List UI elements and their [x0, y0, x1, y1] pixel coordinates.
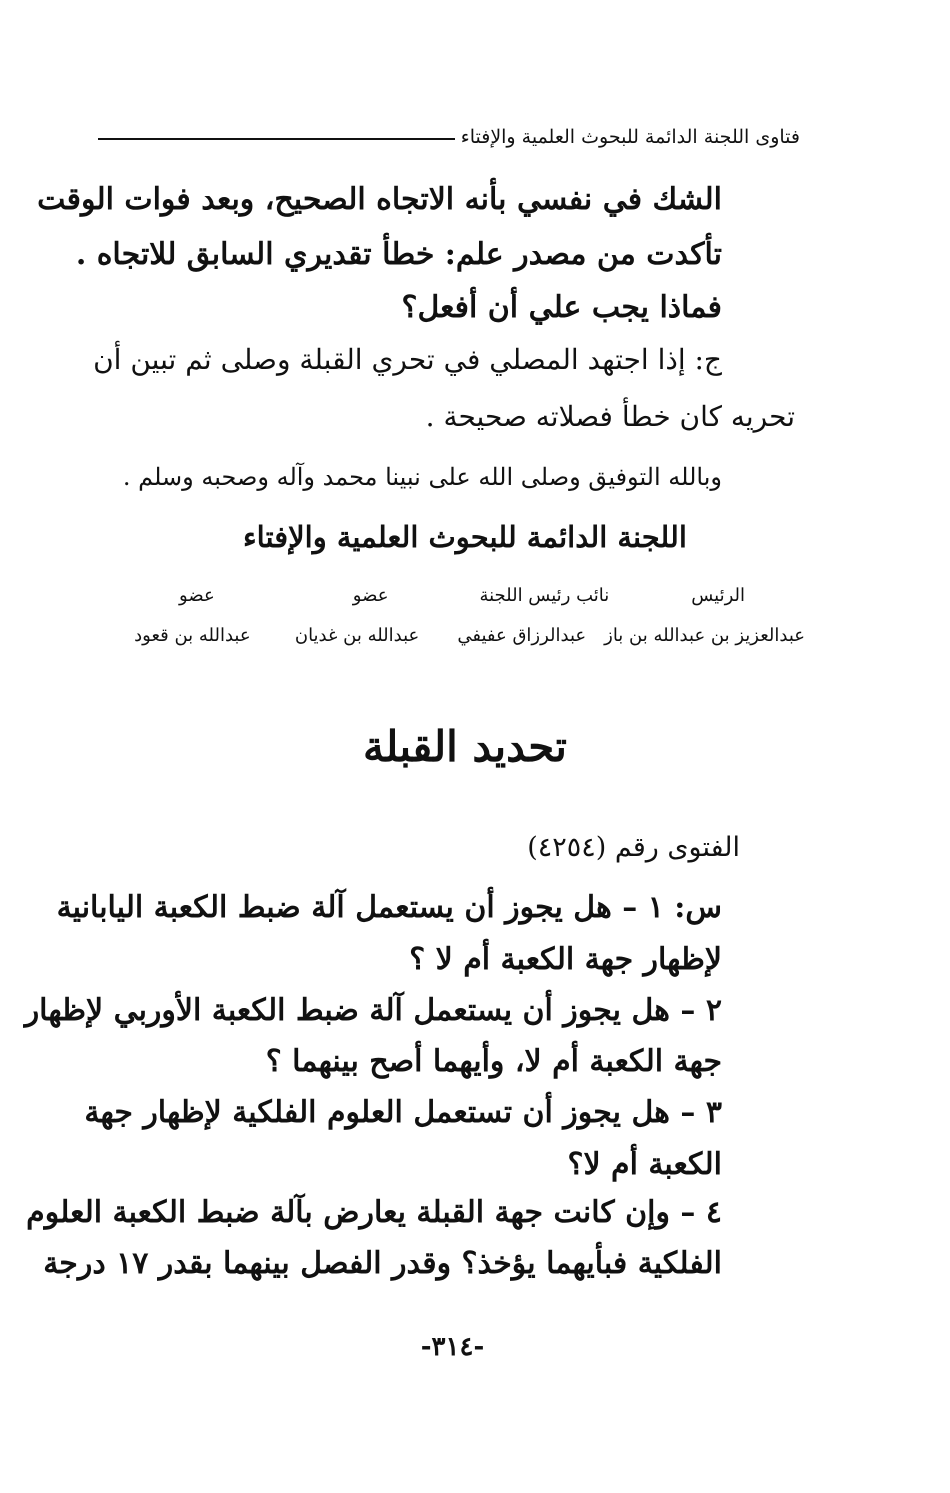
signatory-names [110, 625, 805, 646]
section-title: تحديد القبلة [362, 722, 567, 771]
signatory-name: عبدالله بن غديان [294, 625, 420, 646]
signatory-roles [110, 585, 805, 606]
running-header [98, 112, 800, 148]
question-line: س: ١ – هل يجوز أن يستعمل آلة ضبط الكعبة اليابانية [56, 890, 722, 925]
signatory-role: الرئيس [691, 585, 746, 606]
answer-line: ج: إذا اجتهد المصلي في تحري القبلة وصلى ثم تبين أن [93, 343, 722, 376]
signatory-name: عبدالعزيز بن عبدالله بن باز [604, 625, 805, 646]
closing-prayer: وبالله التوفيق وصلى الله على نبينا محمد وآله وصحبه وسلم . [122, 463, 722, 491]
answer-line: تحريه كان خطأ فصلاته صحيحة . [425, 400, 795, 433]
question-line: ٢ – هل يجوز أن يستعمل آلة ضبط الكعبة الأوربي لإظهار [24, 993, 722, 1028]
question-line: تأكدت من مصدر علم: خطأ تقديري السابق للاتجاه . [75, 237, 722, 272]
question-line: ٤ – وإن كانت جهة القبلة يعارض بآلة ضبط الكعبة العلوم [26, 1195, 722, 1230]
fatwa-number: الفتوى رقم (٤٢٥٤) [527, 832, 740, 863]
question-line: الكعبة أم لا؟ [567, 1147, 722, 1182]
signatory-role: عضو [352, 585, 389, 606]
question-line: ٣ – هل يجوز أن تستعمل العلوم الفلكية لإظهار جهة [84, 1095, 722, 1130]
question-line: جهة الكعبة أم لا، وأيهما أصح بينهما ؟ [265, 1044, 722, 1079]
header-title: فتاوى اللجنة الدائمة للبحوث العلمية والإفتاء [460, 126, 800, 148]
question-line: الشك في نفسي بأنه الاتجاه الصحيح، وبعد فوات الوقت [37, 182, 722, 217]
signatory-role: عضو [179, 585, 215, 606]
committee-name: اللجنة الدائمة للبحوث العلمية والإفتاء [243, 520, 687, 554]
question-line: الفلكية فبأيهما يؤخذ؟ وقدر الفصل بينهما بقدر ١٧ درجة [43, 1246, 722, 1281]
signatory-role: نائب رئيس اللجنة [479, 585, 610, 606]
question-line: فماذا يجب علي أن أفعل؟ [401, 290, 722, 325]
page-number: -٣١٤- [420, 1332, 485, 1362]
question-line: لإظهار جهة الكعبة أم لا ؟ [409, 942, 722, 977]
signatory-name: عبدالرزاق عفيفي [457, 625, 587, 646]
signatory-name: عبدالله بن قعود [134, 625, 251, 646]
header-rule [98, 138, 455, 140]
